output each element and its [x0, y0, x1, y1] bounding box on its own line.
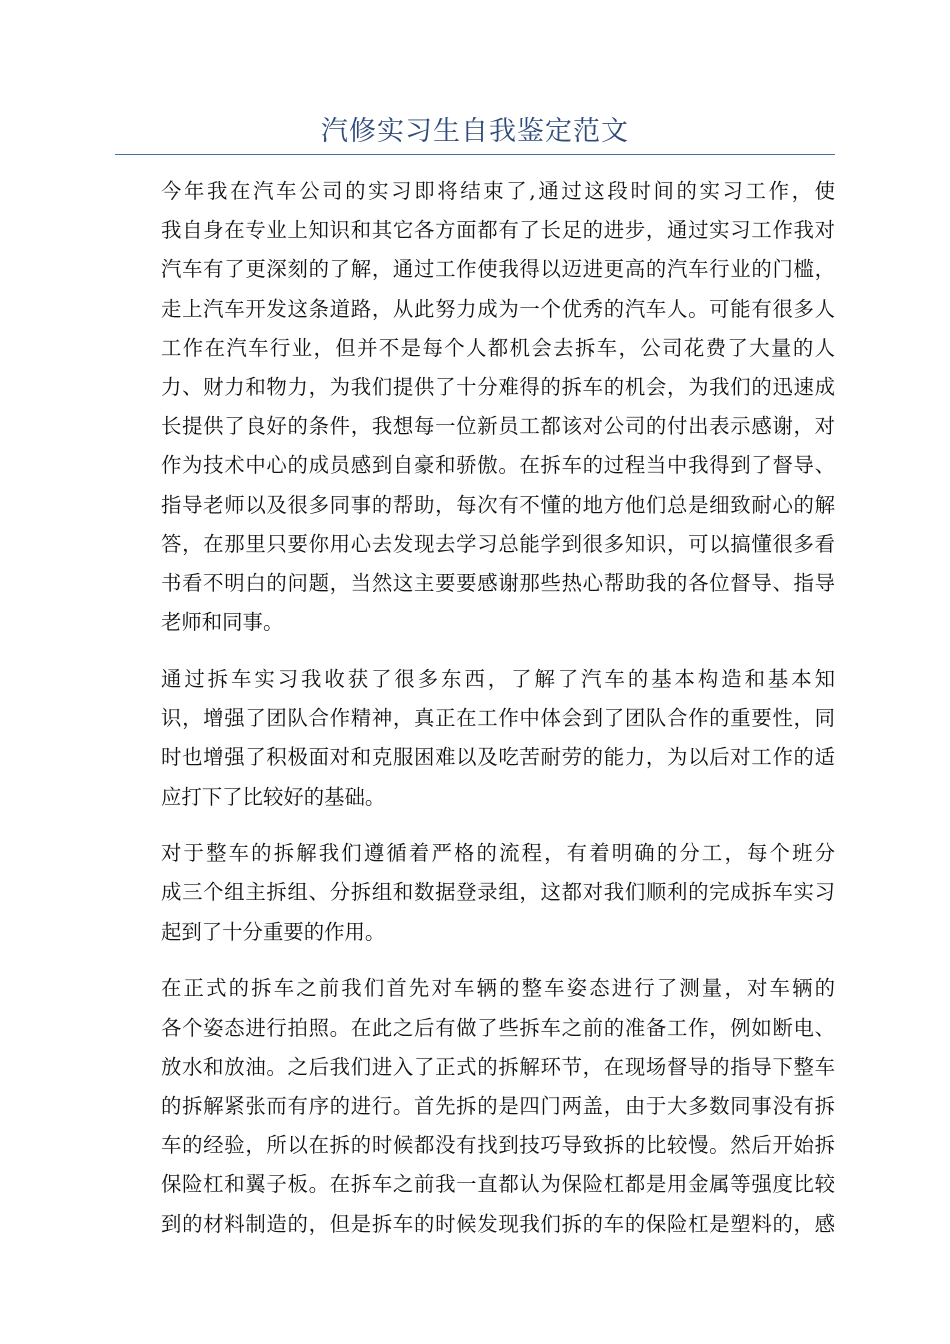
title-underline — [115, 154, 835, 155]
text-line: 成三个组主拆组、分拆组和数据登录组，这都对我们顺利的完成拆车实习 — [161, 880, 835, 905]
text-line: 老师和同事。 — [161, 610, 284, 635]
text-line: 对于整车的拆解我们遵循着严格的流程，有着明确的分工，每个班分 — [161, 841, 835, 866]
text-line: 力、财力和物力，为我们提供了十分难得的拆车的机会，为我们的迅速成 — [161, 375, 835, 400]
paragraph-1 — [115, 172, 835, 642]
text-line: 放水和放油。之后我们进入了正式的拆解环节，在现场督导的指导下整车 — [161, 1054, 835, 1079]
text-line: 长提供了良好的条件，我想每一位新员工都该对公司的付出表示感谢，对 — [161, 414, 835, 439]
text-line: 今年我在汽车公司的实习即将结束了,通过这段时间的实习工作，使 — [161, 179, 835, 203]
text-line: 通过拆车实习我收获了很多东西，了解了汽车的基本构造和基本知 — [161, 666, 835, 691]
text-line: 答，在那里只要你用心去发现去学习总能学到很多知识，可以搞懂很多看 — [161, 531, 835, 556]
paragraph-4 — [115, 969, 835, 1243]
document-title: 汽修实习生自我鉴定范文 — [321, 116, 629, 147]
text-line: 起到了十分重要的作用。 — [161, 919, 386, 944]
text-line: 应打下了比较好的基础。 — [161, 784, 386, 809]
text-line: 保险杠和翼子板。在拆车之前我一直都认为保险杠都是用金属等强度比较 — [161, 1172, 835, 1197]
paragraph-3 — [115, 834, 835, 952]
text-line: 汽车有了更深刻的了解，通过工作使我得以迈进更高的汽车行业的门槛， — [161, 257, 835, 282]
text-line: 作为技术中心的成员感到自豪和骄傲。在拆车的过程当中我得到了督导、 — [161, 453, 835, 478]
text-line: 指导老师以及很多同事的帮助，每次有不懂的地方他们总是细致耐心的解 — [161, 492, 835, 517]
text-line: 到的材料制造的，但是拆车的时候发现我们拆的车的保险杠是塑料的，感 — [161, 1211, 835, 1236]
text-line: 走上汽车开发这条道路，从此努力成为一个优秀的汽车人。可能有很多人 — [161, 296, 835, 321]
text-line: 各个姿态进行拍照。在此之后有做了些拆车之前的准备工作，例如断电、 — [161, 1015, 835, 1040]
document-body — [115, 172, 835, 1261]
text-line: 工作在汽车行业，但并不是每个人都机会去拆车，公司花费了大量的人 — [161, 335, 835, 360]
text-line: 识，增强了团队合作精神，真正在工作中体会到了团队合作的重要性，同 — [161, 706, 835, 731]
text-line: 我自身在专业上知识和其它各方面都有了长足的进步，通过实习工作我对 — [161, 218, 835, 243]
text-line: 书看不明白的问题，当然这主要要感谢那些热心帮助我的各位督导、指导 — [161, 571, 835, 596]
paragraph-2 — [115, 660, 835, 817]
text-line: 时也增强了积极面对和克服困难以及吃苦耐劳的能力，为以后对工作的适 — [161, 745, 835, 770]
text-line: 车的经验，所以在拆的时候都没有找到技巧导致拆的比较慢。然后开始拆 — [161, 1133, 835, 1158]
text-line: 的拆解紧张而有序的进行。首先拆的是四门两盖，由于大多数同事没有拆 — [161, 1093, 835, 1118]
text-line: 在正式的拆车之前我们首先对车辆的整车姿态进行了测量，对车辆的 — [161, 976, 835, 1001]
